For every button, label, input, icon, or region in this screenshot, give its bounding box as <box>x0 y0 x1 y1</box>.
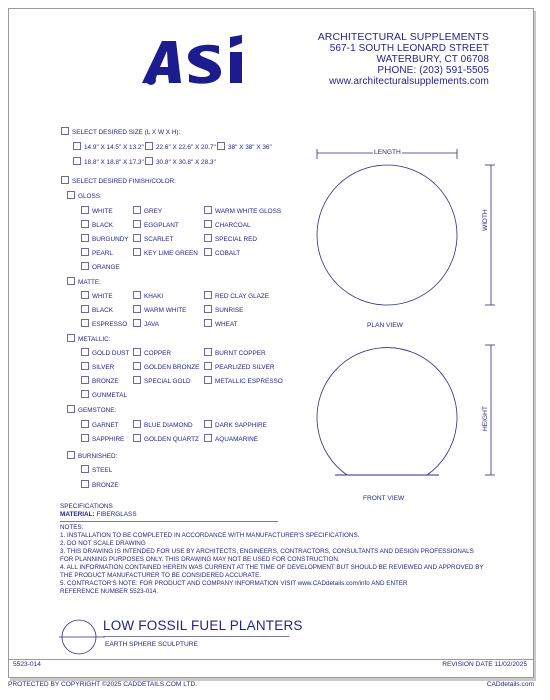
finish-option-label: GOLDEN BRONZE <box>144 364 200 371</box>
finish-option-label: CHARCOAL <box>215 222 251 229</box>
finish-option-label: COPPER <box>144 350 171 357</box>
note-line: 4. ALL INFORMATION CONTAINED HEREIN WAS CURRENT AT THE TIME OF DEVELOPMENT BUT SHOULD BE REVIEWED AND APPROVED BY <box>60 564 484 571</box>
material-spec <box>60 511 137 519</box>
finish-option[interactable] <box>204 248 240 257</box>
finish-option[interactable] <box>204 434 258 443</box>
finish-option[interactable] <box>81 376 119 385</box>
drawing-title: LOW FOSSIL FUEL PLANTERS <box>103 618 303 633</box>
finish-option-label: RED CLAY GLAZE <box>215 293 270 300</box>
checkbox[interactable] <box>133 362 141 370</box>
finish-option[interactable] <box>133 319 159 328</box>
checkbox[interactable] <box>81 434 89 442</box>
checkbox[interactable] <box>81 465 89 473</box>
finish-option-label: WHEAT <box>215 321 238 328</box>
finish-option-label: WHITE <box>92 293 113 300</box>
checkbox[interactable] <box>81 390 89 398</box>
copyright-notice: PROTECTED BY COPYRIGHT ©2025 CADDETAILS.COM LTD. <box>8 681 198 688</box>
finish-option-label: BLACK <box>92 307 113 314</box>
finish-option[interactable] <box>204 362 275 371</box>
finish-option[interactable] <box>81 480 119 489</box>
size-option[interactable] <box>73 157 144 166</box>
checkbox[interactable] <box>133 220 141 228</box>
finish-option[interactable] <box>81 220 113 229</box>
checkbox[interactable] <box>81 220 89 228</box>
checkbox[interactable] <box>81 206 89 214</box>
finish-option-label: GREY <box>144 208 163 215</box>
note-line: 1. INSTALLATION TO BE COMPLETED IN ACCORDANCE WITH MANUFACTURER'S SPECIFICATIONS. <box>60 532 360 539</box>
finish-option-label: GOLD DUST <box>92 350 130 357</box>
checkbox[interactable] <box>67 334 75 342</box>
checkbox[interactable] <box>73 142 81 150</box>
finish-option[interactable] <box>81 465 112 474</box>
finish-option[interactable] <box>81 248 113 257</box>
company-info <box>318 32 489 87</box>
checkbox[interactable] <box>81 420 89 428</box>
finish-option[interactable] <box>133 362 199 371</box>
drawing-subtitle: EARTH SPHERE SCULPTURE <box>105 641 198 648</box>
finish-option-label: GOLDEN QUARTZ <box>144 436 199 443</box>
finish-option[interactable] <box>204 291 269 300</box>
finish-option-label: BRONZE <box>92 378 119 385</box>
finish-option-label: SCARLET <box>144 236 174 243</box>
finish-option[interactable] <box>133 220 179 229</box>
drawing-sheet <box>8 8 534 678</box>
finish-option-label: WARM WHITE <box>144 307 187 314</box>
size-checkbox[interactable] <box>61 127 69 135</box>
finish-group-burnished[interactable] <box>67 451 117 460</box>
checkbox[interactable] <box>67 405 75 413</box>
section-marker-icon <box>57 617 107 657</box>
checkbox[interactable] <box>133 305 141 313</box>
notes-title: NOTES: <box>60 524 84 531</box>
checkbox[interactable] <box>81 480 89 488</box>
finish-option[interactable] <box>204 319 238 328</box>
finish-group-title: GEMSTONE: <box>78 407 117 414</box>
checkbox[interactable] <box>133 420 141 428</box>
notes-block <box>60 524 500 596</box>
checkbox[interactable] <box>145 157 153 165</box>
finish-group-gemstone[interactable] <box>67 405 116 414</box>
finish-section-header[interactable] <box>61 176 176 185</box>
size-section-header[interactable] <box>61 127 180 136</box>
finish-option-label: BLACK <box>92 222 113 229</box>
finish-option[interactable] <box>204 234 257 243</box>
finish-option-label: SUNRISE <box>215 307 244 314</box>
checkbox[interactable] <box>133 291 141 299</box>
finish-group-title: GLOSS: <box>78 193 102 200</box>
size-option[interactable] <box>145 142 216 151</box>
finish-group-matte[interactable] <box>67 277 101 286</box>
checkbox[interactable] <box>204 420 212 428</box>
length-label: LENGTH <box>374 149 401 156</box>
technical-drawings <box>309 147 509 497</box>
note-line: 5. CONTRACTOR'S NOTE: FOR PRODUCT AND COMPANY INFORMATION VISIT www.CADdetails.com/info AND ENTER <box>60 580 408 587</box>
size-option-label: 18.8" X 18.8" X 17.3" <box>84 159 144 166</box>
finish-option-label: WARM WHITE GLOSS <box>215 208 282 215</box>
size-option-label: 22.6" X 22.6" X 20.7" <box>156 144 216 151</box>
note-line: 3. THIS DRAWING IS INTENDED FOR USE BY ARCHITECTS, ENGINEERS, CONTRACTORS, CONSULTANTS AND DESIGN PROFESSIONALS <box>60 548 474 555</box>
plan-view-circle <box>317 165 457 305</box>
finish-group-gloss[interactable] <box>67 191 102 200</box>
size-option-label: 30.8" X 30.8" X 28.3" <box>156 159 216 166</box>
finish-option[interactable] <box>81 291 113 300</box>
finish-option-label: STEEL <box>92 467 113 474</box>
finish-option[interactable] <box>204 420 267 429</box>
finish-option-label: WHITE <box>92 208 113 215</box>
finish-option[interactable] <box>81 319 127 328</box>
finish-option[interactable] <box>133 376 191 385</box>
checkbox[interactable] <box>133 206 141 214</box>
finish-option[interactable] <box>133 291 163 300</box>
finish-group-metallic[interactable] <box>67 334 111 343</box>
finish-option[interactable] <box>133 305 186 314</box>
checkbox[interactable] <box>204 291 212 299</box>
title-underline <box>103 636 289 637</box>
checkbox[interactable] <box>204 248 212 256</box>
finish-option[interactable] <box>133 248 198 257</box>
company-city: WATERBURY, CT 06708 <box>376 54 489 65</box>
checkbox[interactable] <box>81 248 89 256</box>
finish-option-label: PEARLIZED SILVER <box>215 364 275 371</box>
finish-option-label: DARK SAPPHIRE <box>215 422 267 429</box>
finish-option[interactable] <box>81 262 120 271</box>
checkbox[interactable] <box>81 348 89 356</box>
checkbox[interactable] <box>81 319 89 327</box>
finish-option-label: METALLIC ESPRESSO <box>215 378 283 385</box>
size-option[interactable] <box>217 142 272 151</box>
checkbox[interactable] <box>145 142 153 150</box>
finish-option[interactable] <box>204 305 243 314</box>
front-view-sphere <box>317 348 457 475</box>
checkbox[interactable] <box>204 220 212 228</box>
checkbox[interactable] <box>204 362 212 370</box>
finish-option[interactable] <box>133 420 193 429</box>
size-option-label: 38" X 38" X 36" <box>228 144 272 151</box>
size-section-title: SELECT DESIRED SIZE (L X W X H): <box>72 129 181 136</box>
finish-option[interactable] <box>133 206 162 215</box>
finish-option-label: KHAKI <box>144 293 164 300</box>
material-label: MATERIAL: <box>60 511 95 518</box>
footer-divider <box>9 659 533 660</box>
material-value: FIBERGLASS <box>96 511 137 518</box>
finish-checkbox[interactable] <box>61 176 69 184</box>
checkbox[interactable] <box>133 234 141 242</box>
finish-option-label: PEARL <box>92 250 113 257</box>
finish-option-label: BLUE DIAMOND <box>144 422 193 429</box>
note-line: FOR PLANNING PURPOSES ONLY. THIS DRAWING MAY NOT BE USED FOR CONSTRUCTION. <box>60 556 340 563</box>
finish-option[interactable] <box>204 376 283 385</box>
checkbox[interactable] <box>133 248 141 256</box>
finish-option[interactable] <box>81 234 129 243</box>
checkbox[interactable] <box>81 305 89 313</box>
checkbox[interactable] <box>81 262 89 270</box>
size-option[interactable] <box>73 142 144 151</box>
finish-group-title: MATTE: <box>78 279 101 286</box>
finish-option[interactable] <box>81 362 114 371</box>
finish-option-label: EGGPLANT <box>144 222 179 229</box>
finish-option-label: ESPRESSO <box>92 321 128 328</box>
finish-option-label: AQUAMARINE <box>215 436 258 443</box>
finish-option-label: BURGUNDY <box>92 236 129 243</box>
finish-option-label: SPECIAL GOLD <box>144 378 191 385</box>
note-line: 2. DO NOT SCALE DRAWING <box>60 540 146 547</box>
finish-option[interactable] <box>133 434 199 443</box>
finish-section-title: SELECT DESIRED FINISH/COLOR: <box>72 178 176 185</box>
size-option[interactable] <box>145 157 216 166</box>
checkbox[interactable] <box>81 234 89 242</box>
finish-group-title: METALLIC: <box>78 336 111 343</box>
checkbox[interactable] <box>73 157 81 165</box>
finish-option[interactable] <box>81 206 113 215</box>
asi-logo <box>139 33 261 95</box>
finish-option-label: KEY LIME GREEN <box>144 250 198 257</box>
finish-option[interactable] <box>81 348 129 357</box>
finish-option-label: JAVA <box>144 321 160 328</box>
company-website[interactable]: www.architecturalsupplements.com <box>329 76 489 87</box>
revision-date: REVISION DATE 11/02/2025 <box>442 661 527 668</box>
checkbox[interactable] <box>204 206 212 214</box>
asi-logo-graphic <box>139 33 261 95</box>
checkbox[interactable] <box>204 319 212 327</box>
checkbox[interactable] <box>81 376 89 384</box>
finish-option-label: ORANGE <box>92 264 120 271</box>
note-line: REFERENCE NUMBER 5523-014. <box>60 588 158 595</box>
checkbox[interactable] <box>204 348 212 356</box>
checkbox[interactable] <box>204 376 212 384</box>
finish-option-label: COBALT <box>215 250 241 257</box>
caddetails-link[interactable]: CADdetails.com <box>486 681 534 688</box>
finish-option-label: GUNMETAL <box>92 392 128 399</box>
note-line: THE PRODUCT MANUFACTURER TO BE CONSIDERED ACCURATE. <box>60 572 262 579</box>
checkbox[interactable] <box>204 234 212 242</box>
finish-option[interactable] <box>204 348 266 357</box>
company-name: ARCHITECTURAL SUPPLEMENTS <box>317 31 489 43</box>
specifications-title: SPECIFICATIONS <box>60 503 113 510</box>
finish-option-label: SILVER <box>92 364 115 371</box>
checkbox[interactable] <box>81 362 89 370</box>
checkbox[interactable] <box>217 142 225 150</box>
spec-divider <box>60 521 278 522</box>
checkbox[interactable] <box>67 191 75 199</box>
finish-option-label: BRONZE <box>92 482 119 489</box>
checkbox[interactable] <box>133 319 141 327</box>
finish-option[interactable] <box>81 390 127 399</box>
finish-option[interactable] <box>81 420 119 429</box>
checkbox[interactable] <box>133 348 141 356</box>
checkbox[interactable] <box>67 451 75 459</box>
finish-option-label: SAPPHIRE <box>92 436 125 443</box>
reference-number: 5523-014 <box>13 661 41 668</box>
checkbox[interactable] <box>204 305 212 313</box>
company-address: 567-1 SOUTH LEONARD STREET <box>329 43 489 54</box>
finish-option[interactable] <box>133 348 171 357</box>
height-label: HEIGHT <box>482 406 489 431</box>
finish-option-label: BURNT COPPER <box>215 350 266 357</box>
plan-view-label: PLAN VIEW <box>367 322 403 329</box>
checkbox[interactable] <box>133 434 141 442</box>
finish-group-title: BURNISHED: <box>78 453 118 460</box>
size-option-label: 14.9" X 14.5" X 13.2" <box>84 144 144 151</box>
finish-option[interactable] <box>81 434 124 443</box>
front-view-label: FRONT VIEW <box>363 495 405 502</box>
company-phone: PHONE: (203) 591-5505 <box>377 65 489 76</box>
width-label: WIDTH <box>482 209 489 231</box>
finish-option-label: GARNET <box>92 422 119 429</box>
checkbox[interactable] <box>204 434 212 442</box>
finish-option-label: SPECIAL RED <box>215 236 258 243</box>
finish-option[interactable] <box>133 234 173 243</box>
finish-option[interactable] <box>204 220 251 229</box>
finish-option[interactable] <box>81 305 113 314</box>
checkbox[interactable] <box>133 376 141 384</box>
checkbox[interactable] <box>67 277 75 285</box>
checkbox[interactable] <box>81 291 89 299</box>
finish-option[interactable] <box>204 206 281 215</box>
